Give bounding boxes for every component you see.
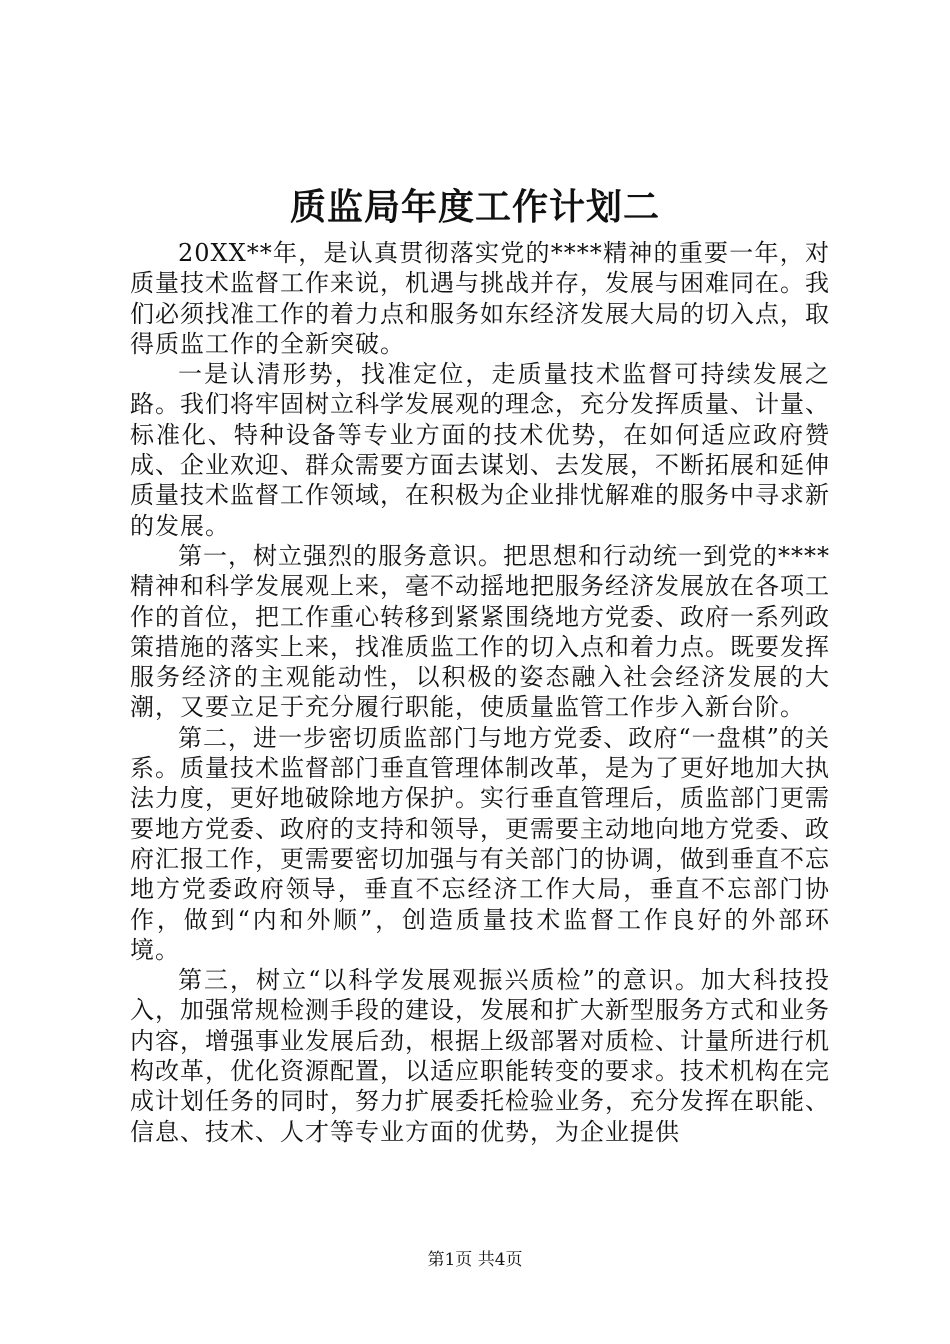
document-body	[130, 238, 830, 1147]
paragraph-intro: 20XX**年，是认真贯彻落实党的****精神的重要一年，对质量技术监督工作来说，机遇与挑战并存，发展与困难同在。我们必须找准工作的着力点和服务如东经济发展大局的切入点，取得质监工作的全新突破。	[130, 239, 830, 358]
paragraph-point-one: 一是认清形势，找准定位，走质量技术监督可持续发展之路。我们将牢固树立科学发展观的理念，充分发挥质量、计量、标准化、特种设备等专业方面的技术优势，在如何适应政府赞成、企业欢迎、群众需要方面去谋划、去发展，不断拓展和延伸质量技术监督工作领域，在积极为企业排忧解难的服务中寻求新的发展。	[130, 360, 830, 540]
page-footer: 第1页 共4页	[427, 1250, 523, 1270]
paragraph-third: 第三，树立“以科学发展观振兴质检”的意识。加大科技投入，加强常规检测手段的建设，发展和扩大新型服务方式和业务内容，增强事业发展后劲，根据上级部署对质检、计量所进行机构改革，优化资源配置，以适应职能转变的要求。技术机构在完成计划任务的同时，努力扩展委托检验业务，充分发挥在职能、信息、技术、人才等专业方面的优势，为企业提供	[130, 966, 830, 1146]
paragraph-first: 第一，树立强烈的服务意识。把思想和行动统一到党的****精神和科学发展观上来，毫不动摇地把服务经济发展放在各项工作的首位，把工作重心转移到紧紧围绕地方党委、政府一系列政策措施的落实上来，找准质监工作的切入点和着力点。既要发挥服务经济的主观能动性，以积极的姿态融入社会经济发展的大潮，又要立足于充分履行职能，使质量监管工作步入新台阶。	[130, 541, 830, 722]
document-title: 质监局年度工作计划二	[289, 186, 660, 228]
paragraph-second: 第二，进一步密切质监部门与地方党委、政府“一盘棋”的关系。质量技术监督部门垂直管理体制改革，是为了更好地加大执法力度，更好地破除地方保护。实行垂直管理后，质监部门更需要地方党委、政府的支持和领导，更需要主动地向地方党委、政府汇报工作，更需要密切加强与有关部门的协调，做到垂直不忘地方党委政府领导，垂直不忘经济工作大局，垂直不忘部门协作，做到“内和外顺”，创造质量技术监督工作良好的外部环境。	[130, 723, 830, 964]
